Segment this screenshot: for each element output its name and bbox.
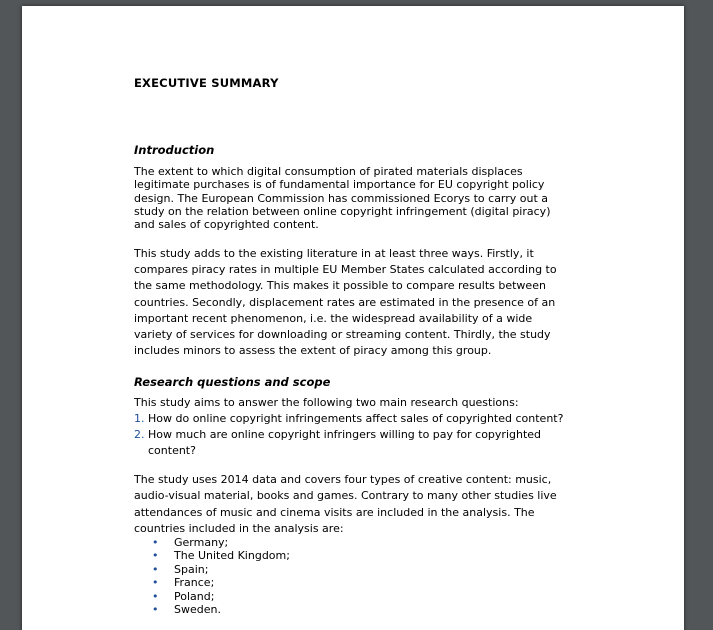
text-line: content?	[148, 444, 196, 458]
text-line: study on the relation between online copyright infringement (digital piracy)	[134, 204, 551, 218]
intro-paragraph-2	[134, 246, 584, 359]
bullet-icon: •	[152, 576, 159, 590]
bullet-icon: •	[152, 589, 159, 603]
executive-summary-heading: EXECUTIVE SUMMARY	[134, 76, 279, 90]
introduction-heading: Introduction	[134, 143, 215, 157]
text-line: the same methodology. This makes it possible to compare results between	[134, 279, 546, 293]
bullet-icon: •	[152, 536, 159, 549]
countries-list	[152, 536, 290, 616]
list-number: 2.	[134, 428, 145, 442]
list-item	[152, 563, 290, 576]
country-name: Poland;	[174, 589, 215, 603]
text-line: compares piracy rates in multiple EU Member States calculated according to	[134, 263, 557, 277]
intro-paragraph-1	[134, 165, 584, 231]
text-line: legitimate purchases is of fundamental importance for EU copyright policy	[134, 178, 545, 192]
scope-paragraph	[134, 472, 584, 538]
list-item-text	[148, 427, 541, 459]
document-page	[22, 6, 684, 630]
text-line: This study adds to the existing literature in at least three ways. Firstly, it	[134, 247, 534, 260]
text-line: audio-visual material, books and games. Contrary to many other studies live	[134, 489, 557, 503]
bullet-icon: •	[152, 562, 159, 576]
list-item	[152, 549, 290, 562]
research-questions-heading: Research questions and scope	[134, 375, 331, 389]
bullet-icon: •	[152, 549, 159, 563]
text-line: includes minors to assess the extent of piracy among this group.	[134, 344, 492, 358]
list-item	[134, 427, 563, 459]
list-number: 1.	[134, 412, 145, 425]
list-item	[152, 536, 290, 549]
country-name: France;	[174, 576, 215, 590]
list-item	[152, 590, 290, 603]
text-line: attendances of music and cinema visits are included in the analysis. The	[134, 505, 535, 519]
research-questions-list	[134, 411, 563, 460]
country-name: Germany;	[174, 536, 229, 549]
text-line: important recent phenomenon, i.e. the widespread availability of a wide	[134, 311, 533, 325]
text-line: variety of services for downloading or streaming content. Thirdly, the study	[134, 328, 551, 342]
text-line: This study aims to answer the following two main research questions:	[134, 396, 519, 409]
text-line: countries included in the analysis are:	[134, 522, 344, 536]
text-line: How much are online copyright infringers willing to pay for copyrighted	[148, 428, 542, 442]
text-line: design. The European Commission has commissioned Ecorys to carry out a	[134, 191, 549, 205]
list-item-text	[148, 411, 563, 427]
list-item	[134, 411, 563, 427]
text-line: The extent to which digital consumption of pirated materials displaces	[134, 165, 523, 178]
text-line: and sales of copyrighted content.	[134, 218, 319, 232]
list-item	[152, 603, 290, 616]
bullet-icon: •	[152, 603, 159, 617]
list-item	[152, 576, 290, 589]
research-intro	[134, 395, 584, 411]
text-line: The study uses 2014 data and covers four types of creative content: music,	[134, 473, 552, 486]
country-name: Sweden.	[174, 603, 221, 617]
country-name: Spain;	[174, 562, 209, 576]
text-line: How do online copyright infringements affect sales of copyrighted content?	[148, 412, 564, 425]
text-line: countries. Secondly, displacement rates are estimated in the presence of an	[134, 295, 556, 309]
country-name: The United Kingdom;	[174, 549, 290, 563]
